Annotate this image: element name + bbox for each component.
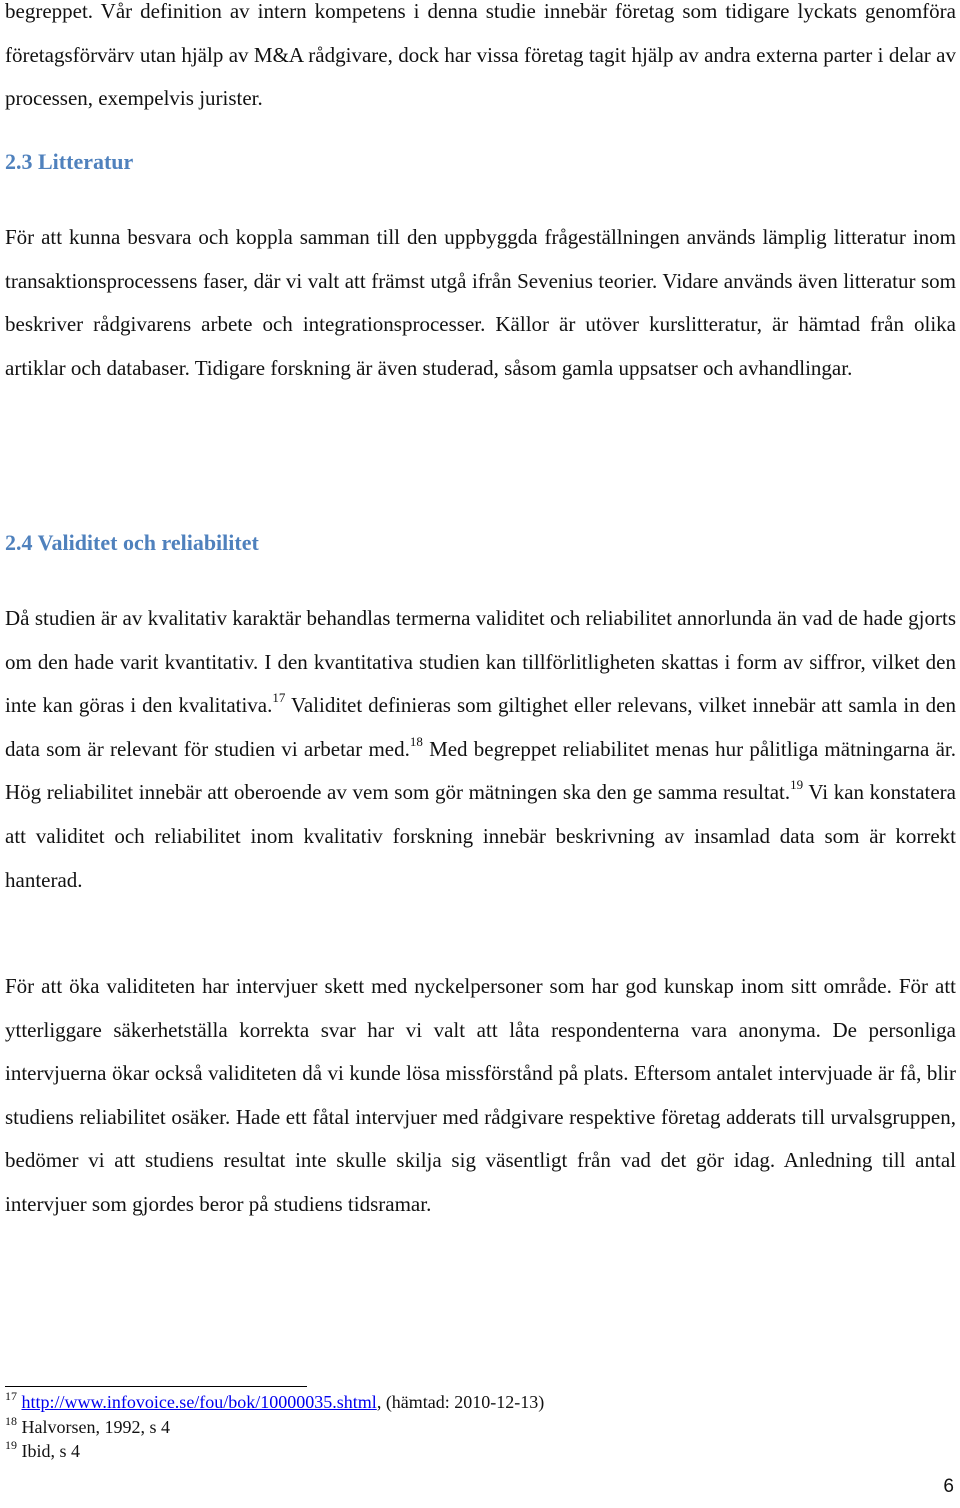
footnote-number: 17 — [5, 1389, 17, 1403]
validitet-paragraph-1 — [5, 597, 956, 902]
validitet-text-part-3: Med begreppet reliabilitet menas hur pålitliga mätningarna är. Hög reliabilitet innebär att oberoende av vem som gör mätningen ska den ge samma resultat. — [5, 736, 956, 805]
footnote-text: Ibid, s 4 — [21, 1441, 80, 1461]
footnote-ref-17[interactable]: 17 — [272, 690, 286, 706]
footnote-link[interactable]: http://www.infovoice.se/fou/bok/10000035.shtml — [21, 1392, 377, 1412]
footnote-19 — [5, 1439, 905, 1464]
footnotes — [5, 1390, 905, 1464]
footnote-separator — [5, 1386, 307, 1387]
footnote-text: Halvorsen, 1992, s 4 — [21, 1416, 170, 1437]
footnote-text: , (hämtad: 2010-12-13) — [376, 1392, 545, 1412]
page-number: 6 — [943, 1476, 954, 1497]
footnote-number: 18 — [5, 1413, 17, 1428]
intro-paragraph: begreppet. Vår definition av intern kompetens i denna studie innebär företag som tidigare lyckats genomföra företagsförvärv utan hjälp av M&A rådgivare, dock har vissa företag tagit hjälp av andra externa parter i delar av processen, exempelvis jurister. — [5, 0, 956, 111]
validitet-text-part-2: Validitet definieras som giltighet eller relevans, vilket innebär att samla in den data som är relevant för studien vi arbetar med. — [5, 693, 957, 761]
section-heading-litteratur: 2.3 Litteratur — [5, 149, 134, 174]
section-heading-validitet: 2.4 Validitet och reliabilitet — [5, 530, 259, 555]
footnote-ref-18[interactable]: 18 — [409, 733, 423, 749]
footnote-18 — [5, 1415, 905, 1440]
litteratur-paragraph: För att kunna besvara och koppla samman till den uppbyggda frågeställningen används lämplig litteratur inom transaktionsprocessens faser, där vi valt att främst utgå ifrån Sevenius teorier. Vidare används även litteratur som beskriver rådgivarens arbete och integrationsprocesser. Källor är utöver kurslitteratur, är hämtad från olika artiklar och databaser. Tidigare forskning är även studerad, såsom gamla uppsatser och avhandlingar. — [5, 225, 956, 380]
footnote-number: 19 — [5, 1438, 17, 1452]
footnote-ref-19[interactable]: 19 — [790, 777, 804, 793]
footnote-17 — [5, 1390, 905, 1415]
validitet-text-part-4: Vi kan konstatera att validitet och reliabilitet inom kvalitativ forskning innebär beskrivning av insamlad data som är korrekt hanterad. — [5, 780, 956, 892]
validitet-paragraph-2: För att öka validiteten har intervjuer skett med nyckelpersoner som har god kunskap inom sitt område. För att ytterliggare säkerhetställa korrekta svar har vi valt att låta respondenterna vara anonyma. De personliga intervjuerna ökar också validiteten då vi kunde lösa missförstånd på plats. Eftersom antalet intervjuade är få, blir studiens reliabilitet osäker. Hade ett fåtal intervjuer med rådgivare respektive företag adderats till urvalsgruppen, bedömer vi att studiens resultat inte skulle skilja sig väsentligt från vad det gör idag. Anledning till antal intervjuer som gjordes beror på studiens tidsramar. — [5, 974, 956, 1216]
validitet-text-part-1: Då studien är av kvalitativ karaktär behandlas termerna validitet och reliabilitet annorlunda än vad de hade gjorts om den hade varit kvantitativ. I den kvantitativa studien kan tillförlitligheten skattas i form av siffror, vilket den inte kan göras i den kvalitativa. — [5, 606, 956, 718]
